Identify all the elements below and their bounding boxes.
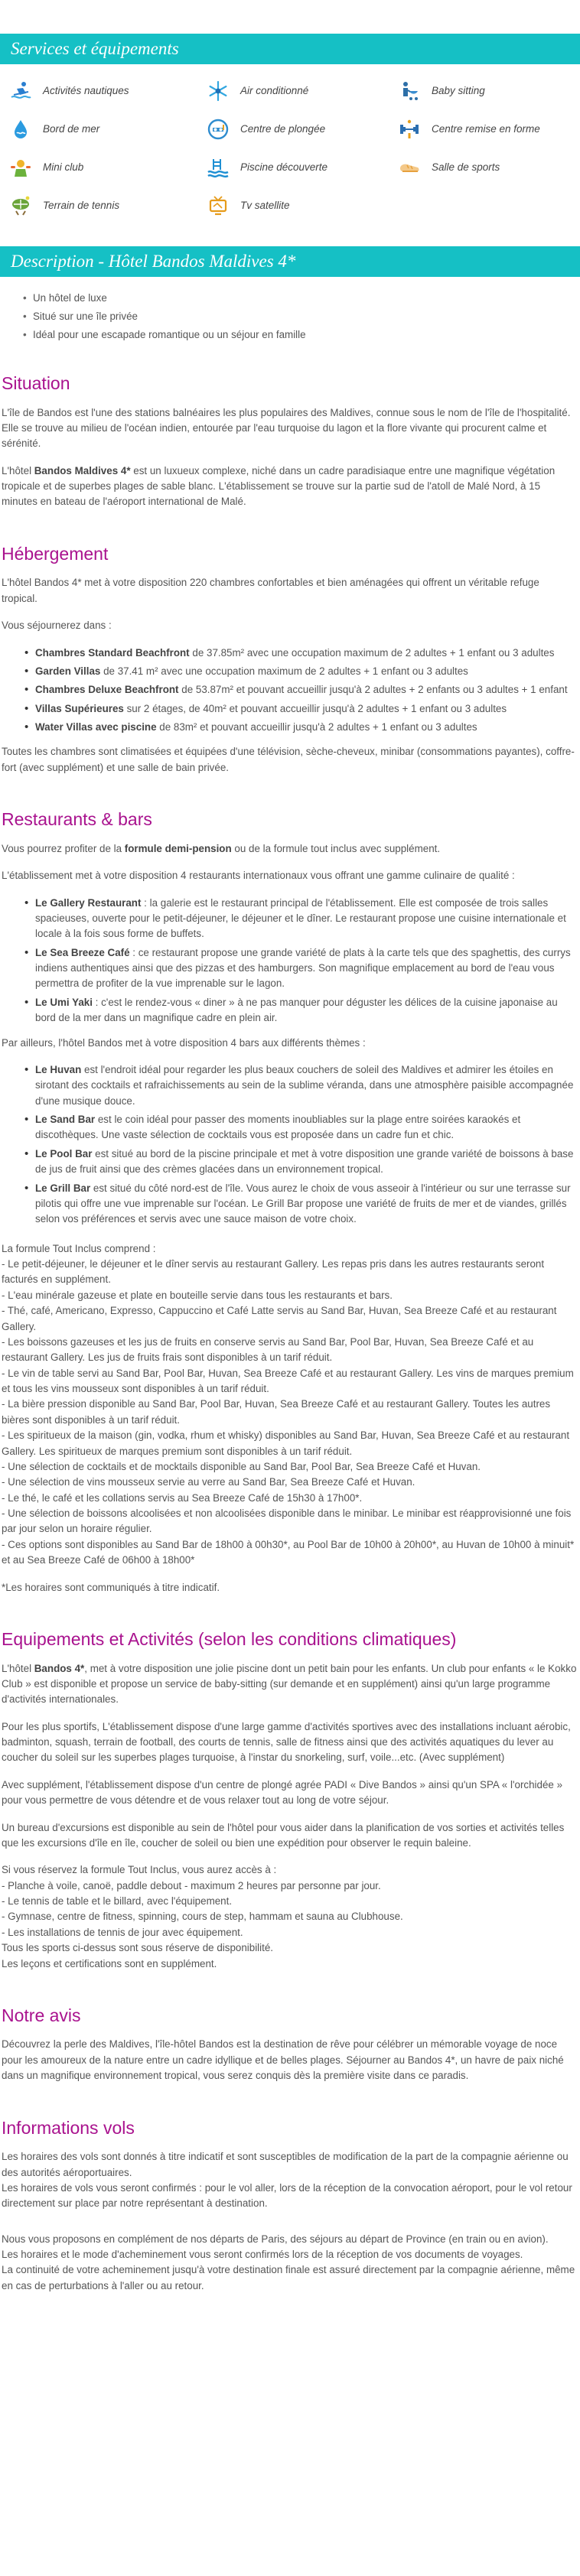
text-line: - Le thé, le café et les collations servis au Sea Breeze Café de 15h30 à 17h00*. <box>2 1491 363 1504</box>
paragraph: L'établissement met à votre disposition 4 restaurants internationaux vous offrant une gamme culinaire de qualité : <box>2 870 515 882</box>
bar-desc: est l'endroit idéal pour regarder les plus beaux couchers de soleil des Maldives et admirer les étoiles en sirotant des cocktails et rafraichissements au sein de la sublime véranda, dans une atmosphère paisible accompagnée d'une musique douce. <box>35 1063 574 1107</box>
hotel-name: Bandos Maldives 4* <box>34 464 131 476</box>
list-item <box>35 1062 577 1109</box>
service-label: Baby sitting <box>432 84 485 96</box>
service-label: Activités nautiques <box>43 84 129 96</box>
list-item <box>35 1181 577 1228</box>
sports-room-icon <box>398 156 421 179</box>
service-label: Centre de plongée <box>240 122 326 135</box>
bar-name: Le Pool Bar <box>35 1147 93 1160</box>
paragraph: Pour les plus sportifs, L'établissement dispose d'une large gamme d'activités sportives avec des installations incluant aérobic, badminton, squash, terrain de football, des courts de tennis, salle de fitness ainsi que des activités aquatiques du lever au coucher du soleil sur les superbes plages turquoise, à l'instar du snorkeling, surf, voile...etc. (Avec supplément) <box>2 1720 571 1764</box>
section-title-avis: Notre avis <box>2 2005 81 2025</box>
description-header <box>0 246 580 277</box>
room-name: Water Villas avec piscine <box>35 721 157 733</box>
room-desc: de 37.41 m² avec une occupation maximum de 2 adultes + 1 enfant ou 3 adultes <box>100 665 468 677</box>
paragraph: L'île de Bandos est l'une des stations balnéaires les plus populaires des Maldives, connue sous le nom de l'île de l'hospitalité. Elle se trouve au milieu de l'océan indien, entourée par l'eau turquoise du lagon et la flore vivante qui procurent calme et sérénité. <box>2 406 571 450</box>
restaurant-name: Le Sea Breeze Café <box>35 946 130 958</box>
paragraph: Vous séjournerez dans : <box>2 620 112 632</box>
section-title-vols: Informations vols <box>2 2117 135 2138</box>
flights-block-1 <box>2 2149 577 2212</box>
room-desc: de 53.87m² et pouvant accueillir jusqu'à 2 adultes + 2 enfants ou 3 adultes + 1 enfant <box>178 684 568 696</box>
text-line: - Le vin de table servi au Sand Bar, Pool Bar, Huvan, Sea Breeze Café et au restaurant Gallery. Les vins de marques premium et tous les vins mousseux sont disponibles à un tarif réduit. <box>2 1367 574 1395</box>
section-title-situation: Situation <box>2 373 70 393</box>
restaurant-name: Le Umi Yaki <box>35 996 93 1008</box>
service-label: Mini club <box>43 161 84 173</box>
intro-bullets <box>23 289 577 344</box>
text-line: La formule Tout Inclus comprend : <box>2 1242 156 1254</box>
service-label: Salle de sports <box>432 161 500 173</box>
service-item <box>9 194 207 217</box>
text-line: Les horaires de vols vous seront confirmés : pour le vol aller, lors de la réception de la convocation aéroport, pour le vol retour directement sur place par notre représentant à destination. <box>2 2181 572 2210</box>
list-item: • Un hôtel de luxe <box>23 289 577 307</box>
service-label: Piscine découverte <box>240 161 328 173</box>
service-label: Terrain de tennis <box>43 199 120 211</box>
flights-block-2 <box>2 2232 577 2295</box>
paragraph: Toutes les chambres sont climatisées et équipées d'une télévision, sèche-cheveux, minibar (consommations payantes), coffre-fort (avec supplément) et une salle de bain privée. <box>2 746 575 773</box>
text: Vous pourrez profiter de la <box>2 842 125 854</box>
pool-icon <box>207 156 230 179</box>
formula-name: formule demi-pension <box>124 842 232 854</box>
room-desc: de 37.85m² avec une occupation maximum de 2 adultes + 1 enfant ou 3 adultes <box>189 646 555 659</box>
service-item <box>207 194 398 217</box>
text-line: - Planche à voile, canoë, paddle debout - maximum 2 heures par personne par jour. <box>2 1879 381 1891</box>
water-ski-icon <box>9 80 32 102</box>
text: L'hôtel <box>2 1662 34 1674</box>
paragraph <box>2 1661 577 1708</box>
text-line: - Le petit-déjeuner, le déjeuner et le dîner servis au restaurant Gallery. Les repas pris dans les autres restaurants seront facturés en supplément. <box>2 1258 545 1286</box>
service-item <box>207 80 398 102</box>
paragraph <box>2 463 577 510</box>
hotel-name: Bandos 4* <box>34 1662 85 1674</box>
restaurant-desc: : c'est le rendez-vous « diner » à ne pas manquer pour déguster les délices de la cuisine japonaise au bord de la mer dans un magnifique cadre en plein air. <box>35 996 558 1024</box>
list-item <box>35 945 577 992</box>
restaurant-desc: : ce restaurant propose une grande variété de plats à la carte tels que des spaghettis, des currys indiens authentiques ainsi que des pizzas et des hamburgers. Son magnifique emplacement au bord de l'eau vous permettra de profiter de la vue imprenable sur le lagon. <box>35 946 571 990</box>
bar-desc: est situé du côté nord-est de l'île. Vous aurez le choix de vous asseoir à l'intérieur ou sur une terrasse sur pilotis qui offre une vue imprenable sur l'océan. Le Grill Bar propose une variété de fruits de mer et de viandes, grillés selon vos préférences et servis avec une sauce maison de votre choix. <box>35 1182 571 1225</box>
text: est un luxueux complexe, niché dans un cadre paradisiaque entre une magnifique végétation tropicale et de superbes plages de sable blanc. L'établissement se trouve sur la partie sud de l'atoll de Malé Nord, à 15 minutes en bateau de l'aéroport international de Malé. <box>2 464 556 508</box>
text-line: La continuité de votre acheminement jusqu'à votre destination finale est assuré directement par la compagnie aérienne, même en cas de perturbations à l'aller ou au retour. <box>2 2264 575 2291</box>
text-line: Les horaires et le mode d'acheminement vous seront confirmés lors de la réception de vos documents de voyages. <box>2 2249 523 2261</box>
list-item <box>35 701 577 717</box>
paragraph: L'hôtel Bandos 4* met à votre disposition 220 chambres confortables et bien aménagées qui offrent un véritable refuge tropical. <box>2 577 539 604</box>
bar-desc: est situé au bord de la piscine principale et met à votre disposition une grande variété de boissons à base de jus de fruit ainsi que des crèmes glacées dans un environnement tropical. <box>35 1147 574 1176</box>
text-line: - Les installations de tennis de jour avec équipement. <box>2 1926 243 1938</box>
service-item <box>9 80 207 102</box>
sea-drop-icon <box>9 118 32 141</box>
room-desc: de 83m² et pouvant accueillir jusqu'à 2 adultes + 1 enfant ou 3 adultes <box>156 721 477 733</box>
snowflake-icon <box>207 80 230 102</box>
room-name: Villas Supérieures <box>35 702 124 714</box>
fitness-icon <box>398 118 421 141</box>
services-grid <box>0 64 580 217</box>
list-item <box>35 664 577 679</box>
bar-name: Le Grill Bar <box>35 1182 91 1194</box>
text: ou de la formule tout inclus avec supplément. <box>231 842 441 854</box>
list-item <box>35 646 577 661</box>
text-line: - Le tennis de table et le billard, avec l'équipement. <box>2 1895 233 1907</box>
baby-sitting-icon <box>398 80 421 102</box>
room-name: Chambres Standard Beachfront <box>35 646 190 659</box>
text-line: Les leçons et certifications sont en supplément. <box>2 1957 217 1969</box>
paragraph <box>2 841 577 857</box>
text-line: Les horaires des vols sont donnés à titre indicatif et sont susceptibles de modification de la part de la compagnie aérienne ou des autorités aéroportuaires. <box>2 2151 569 2178</box>
all-inclusive-block <box>2 1862 577 1972</box>
list-item <box>35 1147 577 1178</box>
room-name: Garden Villas <box>35 665 101 677</box>
text: L'hôtel <box>2 464 34 476</box>
description-content <box>0 289 580 2294</box>
restaurant-name: Le Gallery Restaurant <box>35 896 142 909</box>
service-item <box>9 156 207 179</box>
text-line: - Ces options sont disponibles au Sand Bar de 18h00 à 00h30*, au Pool Bar de 10h00 à 20h00*, au Huvan de 10h00 à minuit* et au Sea Breeze Café de 06h00 à 18h00* <box>2 1538 575 1566</box>
text-line: - L'eau minérale gazeuse et plate en bouteille servie dans tous les restaurants et bars. <box>2 1289 393 1301</box>
tennis-icon <box>9 194 32 217</box>
service-label: Centre remise en forme <box>432 122 540 135</box>
rooms-list <box>2 646 577 736</box>
services-title: Services et équipements <box>11 39 179 58</box>
section-title-equipements: Equipements et Activités (selon les conditions climatiques) <box>2 1628 457 1649</box>
satellite-tv-icon <box>207 194 230 217</box>
list-item <box>35 896 577 942</box>
bar-name: Le Huvan <box>35 1063 82 1075</box>
horaires-note: *Les horaires sont communiqués à titre indicatif. <box>2 1581 220 1593</box>
room-name: Chambres Deluxe Beachfront <box>35 684 179 696</box>
restaurant-desc: : la galerie est le restaurant principal de l'établissement. Elle est composée de trois salles spacieuses, ouverte pour le petit-déjeuner, le déjeuner et le dîner. Le restaurant propose une cuisine internationale et locale à la fois sous forme de buffets. <box>35 896 566 940</box>
service-item <box>398 80 580 102</box>
text-line: - Les spiritueux de la maison (gin, vodka, rhum et whisky) disponibles au Sand Bar, Huvan, Sea Breeze Café et au restaurant Gallery. Les spiritueux de marques premium sont disponibles à un tarif réduit. <box>2 1429 570 1457</box>
service-item <box>207 156 398 179</box>
list-item <box>35 995 577 1026</box>
services-header <box>0 34 580 64</box>
paragraph: Par ailleurs, l'hôtel Bandos met à votre disposition 4 bars aux différents thèmes : <box>2 1036 366 1049</box>
text-line: - La bière pression disponible au Sand Bar, Pool Bar, Huvan, Sea Breeze Café et au restaurant Gallery. Toutes les autres bières sont disponibles à un tarif réduit. <box>2 1398 551 1426</box>
paragraph: Un bureau d'excursions est disponible au sein de l'hôtel pour vous aider dans la planification de vos sorties et activités telles que les excursions d'île en île, coucher de soleil ou bien une expédition pour observer le requin baleine. <box>2 1821 565 1849</box>
list-item <box>35 682 577 698</box>
section-title-hebergement: Hébergement <box>2 543 109 564</box>
section-title-restaurants: Restaurants & bars <box>2 809 152 830</box>
bars-list <box>2 1062 577 1228</box>
text-line: - Une sélection de vins mousseux servie au verre au Sand Bar, Sea Breeze Café et Huvan. <box>2 1476 415 1488</box>
bar-desc: est le coin idéal pour passer des moments inoubliables sur la plage entre soirées karaokés et discothèques. Une vaste sélection de cocktails vous est proposée dans un cadre fun et chic. <box>35 1114 521 1141</box>
diving-icon <box>207 118 230 141</box>
paragraph: Découvrez la perle des Maldives, l'île-hôtel Bandos est la destination de rêve pour célébrer un mémorable voyage de noce pour les amoureux de la nature entre un cadre idyllique et de belles plages. Séjourner au Bandos 4*, un havre de paix niché dans un magnifique environnement tropical, vous serez conquis dès la première visite dans ce paradis. <box>2 2038 564 2082</box>
list-item <box>35 720 577 735</box>
bar-name: Le Sand Bar <box>35 1114 96 1126</box>
list-item: • Situé sur une île privée <box>23 307 577 326</box>
text: , met à votre disposition une jolie piscine dont un petit bain pour les enfants. Un club pour enfants « le Kokko Club » est disponible et propose un service de baby-sitting (sur demande et en supplément) ainsi qu'un large programme d'activités internationales. <box>2 1662 577 1706</box>
service-label: Tv satellite <box>240 199 290 211</box>
text-line: Tous les sports ci-dessus sont sous réserve de disponibilité. <box>2 1942 274 1954</box>
mini-club-icon <box>9 156 32 179</box>
restaurants-list <box>2 896 577 1026</box>
room-desc: sur 2 étages, de 40m² et pouvant accueillir jusqu'à 2 adultes + 1 enfant ou 3 adultes <box>123 702 507 714</box>
paragraph: Avec supplément, l'établissement dispose d'un centre de plongé agrée PADI « Dive Bandos » ainsi qu'un SPA « l'orchidée » pour vous permettre de vous détendre et de vous relaxer tout au long de votre séjour. <box>2 1778 563 1807</box>
service-item <box>207 118 398 141</box>
service-label: Air conditionné <box>240 84 309 96</box>
text-line: - Thé, café, Americano, Expresso, Cappuccino et Café Latte servis au Sand Bar, Huvan, Sea Breeze Café et au restaurant Gallery. <box>2 1305 557 1332</box>
text-line: - Une sélection de cocktails et de mocktails disponible au Sand Bar, Pool Bar, Sea Breeze Café et Huvan. <box>2 1460 481 1472</box>
list-item <box>35 1112 577 1143</box>
service-label: Bord de mer <box>43 122 100 135</box>
text-line: Nous vous proposons en complément de nos départs de Paris, des séjours au départ de Province (en train ou en avion). <box>2 2233 549 2245</box>
list-item: • Idéal pour une escapade romantique ou un séjour en famille <box>23 326 577 344</box>
service-item <box>9 118 207 141</box>
service-item <box>398 156 580 179</box>
service-item <box>398 118 580 141</box>
text-line: Si vous réservez la formule Tout Inclus, vous aurez accès à : <box>2 1864 277 1876</box>
text-line: - Les boissons gazeuses et les jus de fruits en conserve servis au Sand Bar, Pool Bar, Huvan, Sea Breeze Café et au restaurant Gallery. Les jus de fruits frais sont disponibles à un tarif réduit. <box>2 1335 534 1364</box>
text-line: - Gymnase, centre de fitness, spinning, cours de step, hammam et sauna au Clubhouse. <box>2 1911 403 1923</box>
text-line: - Une sélection de boissons alcoolisées et non alcoolisées disponible dans le minibar. Le minibar est réapprovisionné une fois par jour selon un horaire régulier. <box>2 1508 572 1535</box>
description-title: Description - Hôtel Bandos Maldives 4* <box>11 252 296 271</box>
formule-block <box>2 1241 577 1569</box>
